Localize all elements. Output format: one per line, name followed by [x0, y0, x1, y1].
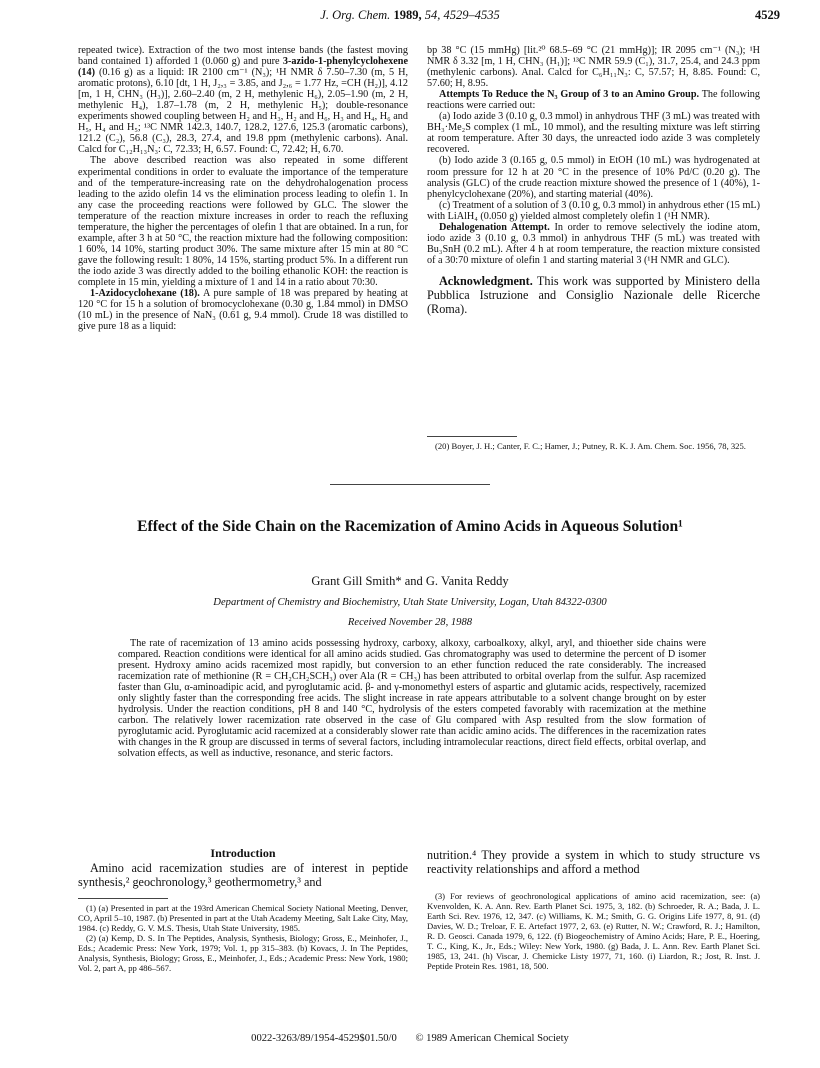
acknowledgment: Acknowledgment. This work was supported by Ministero della Pubblica Istruzione and Consiglio Nazionale delle Ricerche (Roma).	[427, 273, 760, 316]
footnotes-left	[78, 903, 408, 973]
right-paragraph-6: Dehalogenation Attempt. In order to remove selectively the iodine atom, iodo azide 3 (0.10 g, 0.3 mmol) in anhydrous THF (5 mL) was treated with Bu₃SnH (0.2 mL). After 4 h at room temperature, the reaction mixture consisted of a 30:70 mixture of olefin 1 and starting material 3 (¹H NMR and GLC).	[427, 221, 760, 266]
footnote-3: (3) For reviews of geochronological applications of amino acid racemization, see: (a) Kvenvolden, K. A. Ann. Rev. Earth Planet Sci. 1975, 3, 182. (b) Schroeder, R. A.; Bada, J. L. Earth Sci. Rev. 1976, 12, 347. (c) Williams, K. M.; Smith, G. G. Origins Life 1977, 8, 91. (d) Davies, W. D.; Treloar, F. E. Artefact 1977, 2, 63. (e) Rutter, N. W.; Crawford, R. J.; Hamilton, R. D. Geosci. Canada 1979, 6, 122. (f) Biogeochemistry of Amino Acids; Hare, P. E., Hoering, T. C., King, K., Jr., Eds.; Wiley: New York, 1980. (g) Bada, J. L. Ann. Rev. Earth Planet Sci. 1985, 13, 241. (h) Viscar, J. Chemicke Listy 1977, 71, 160. (i) Liardon, R.; Jost, R. Inst. J. Peptide Protein Res. 1981, 18, 500.	[427, 891, 760, 971]
copyright-notice: © 1989 American Chemical Society	[415, 1033, 569, 1044]
right-paragraph-3: (a) Iodo azide 3 (0.10 g, 0.3 mmol) in anhydrous THF (3 mL) was treated with BH₃·Me₂S complex (1 mL, 10 mmol), and the resulting mixture was left stirring at room temperature. After 30 days, the unreacted iodo azide 3 was completely recovered.	[427, 111, 760, 156]
footnote-1: (1) (a) Presented in part at the 193rd American Chemical Society National Meeting, Denver, CO, April 5–10, 1987. (b) Presented in part at the Utah Academy Meeting, Salt Lake City, May, 1984. (c) Reddy, G. V. M.S. Thesis, Utah State University, 1985.	[78, 903, 408, 933]
right-paragraph-1: bp 38 °C (15 mmHg) [lit.²⁰ 68.5–69 °C (21 mmHg)]; IR 2095 cm⁻¹ (N₃); ¹H NMR δ 3.32 [m, 1 H, CHN₃ (H₁)]; ¹³C NMR 59.9 (C₁), 31.7, 25.4, and 24.3 ppm (methylenic carbons). Anal. Calcd for C₆H₁₁N₃: C, 57.57; H, 8.85. Found: C, 57.60; H, 8.95.	[427, 45, 760, 90]
right-paragraph-5: (c) Treatment of a solution of 3 (0.10 g, 0.3 mmol) in anhydrous ether (15 mL) with LiAlH₄ (0.050 g) yielded almost completely olefin 1 (¹H NMR).	[427, 199, 760, 222]
acknowledgment-heading: Acknowledgment.	[439, 273, 533, 288]
article-divider	[330, 484, 490, 485]
article-affiliation: Department of Chemistry and Biochemistry, Utah State University, Logan, Utah 84322-0300	[213, 597, 607, 608]
section-heading-dehalogenation: Dehalogenation Attempt.	[439, 221, 550, 233]
abstract: The rate of racemization of 13 amino acids possessing hydroxy, carboxy, alkoxy, carboalkoxy, alkyl, aryl, and thioether side chains were compared. Reaction conditions were identical for all amino acids studied. Gas chromatography was used to determine the percent of D isomer present. Hydroxy amino acids racemized most rapidly, but conversion to an ether function reduced the rate considerably. The increased racemization rate of methionine (R = CH₂CH₂SCH₃) over Ala (R = CH₃) has been attributed to orbital overlap from the sulfur. Asp racemized faster than Glu, α-aminoadipic acid, and pyroglutamic acid. β- and γ-monomethyl esters of aspartic and glutamic acids, respectively, racemized only slightly faster than the corresponding free acids. The slight increase in rate appears attributable to a solvent change brought on by ester hydrolysis. Under the reaction conditions, pH 8 and 140 °C, hydrolysis of the esters competed favorably with racemization at the methine carbon. The relatively lower racemization rate observed in the case of Glu compared with Asp resulted from the slow formation of pyroglutamic acid. Pyroglutamic acid racemized at a considerably slower rate than acidic amino acids. The differences in the racemization rates with changes in the R group are discussed in terms of several factors, including intramolecular reactions, direct field effects, orbital overlap, and solvation effects, as well as inductive, resonance, and steric factors.	[118, 638, 706, 760]
introduction-text-right: nutrition.⁴ They provide a system in which to study structure vs reactivity relationships and afford a method	[427, 848, 760, 876]
left-paragraph-2: The above described reaction was also repeated in some different experimental conditions in order to evaluate the importance of the temperature and of the temperature-increasing rate on the dehydrohalogenation process leading to the azido olefin 14 vs the elimination process leading to olefin 1. In any case the proceeding reactions were followed by GLC. The slower the temperature of the reaction mixture increases in order to reach the refluxing temperature, the higher the percentages of olefin 1 that are obtained. In a run, for example, after 3 h at 50 °C, the reaction mixture had the following composition: 1 60%, 14 10%, starting product 30%. The same mixture after 15 min at 80 °C gave the following result: 1 80%, 14 15%, starting product 5%. In a different run the iodo azide 3 was directly added to the boiling ethanolic KOH: the reaction is complete in 15 min, yielding a mixture of 1 and 14 in a ratio about 70:30.	[78, 155, 408, 288]
right-column	[427, 45, 760, 316]
article-authors: Grant Gill Smith* and G. Vanita Reddy	[311, 574, 509, 588]
footnote-rule-left	[78, 898, 168, 899]
journal-name: J. Org. Chem.	[320, 8, 391, 22]
footnotes-right	[427, 891, 760, 971]
left-paragraph-1: repeated twice). Extraction of the two most intense bands (the fastest moving band contained 1) afforded 1 (0.060 g) and pure 3-azido-1-phenylcyclohexene (14) (0.16 g) as a liquid: IR 2100 cm⁻¹ (N₃); ¹H NMR δ 7.50–7.30 (m, 5 H, aromatic protons), 6.10 [dt, 1 H, J₂,₃ = 3.85, and J₂,₆ = 1.77 Hz, =CH (H₂)], 4.12 [m, 1 H, CHN₃ (H₃)], 2.60–2.40 (m, 2 H, methylenic H₆), 2.05–1.90 (m, 2 H, methylenic H₄), 1.87–1.78 (m, 2 H, methylenic H₅); double-resonance experiments showed coupling between H₂ and H₃, H₂ and H₆, H₃ and H₄, H₆ and H₅, H₄ and H₅; ¹³C NMR 142.3, 140.7, 128.2, 127.6, 125.3 (aromatic carbons), 121.2 (C₂), 56.8 (C₃), 28.3, 27.4, and 19.8 ppm (methylenic carbons). Anal. Calcd for C₁₂H₁₃N₃: C, 72.33; H, 6.57. Found: C, 72.42; H, 6.70.	[78, 45, 408, 156]
article-code: 0022-3263/89/1954-4529$01.50/0	[251, 1033, 397, 1044]
page-footer	[0, 1033, 820, 1044]
journal-citation	[0, 8, 820, 23]
compound-heading-18: 1-Azidocyclohexane (18).	[90, 288, 200, 300]
left-paragraph-3: 1-Azidocyclohexane (18). A pure sample of 18 was prepared by heating at 120 °C for 15 h a solution of bromocyclohexane (0.30 g, 1.84 mmol) in DMSO (10 mL) in the presence of NaN₃ (0.61 g, 9.4 mmol). Crude 18 was distilled to give pure 18 as a liquid:	[78, 288, 408, 333]
footnote-rule-right	[427, 436, 517, 437]
received-date: Received November 28, 1988	[347, 617, 473, 628]
compound-heading-14: 3-azido-1-phenylcyclohexene (14)	[78, 56, 408, 79]
footnote-2: (2) (a) Kemp, D. S. In The Peptides, Analysis, Synthesis, Biology; Gross, E., Meinhofer, J., Eds.; Academic Press: New York, 1979; Vol. 1, pp 315–383. (b) Kovacs, J. In The Peptides, Analysis, Synthesis, Biology; Gross, E., Meinhofer, J., Eds.; Academic Press: New York, 1980; Vol. 2, part A, pp 486–567.	[78, 933, 408, 973]
right-paragraph-2: Attempts To Reduce the N₃ Group of 3 to an Amino Group. The following reactions were carried out:	[427, 89, 760, 112]
footnote-20: (20) Boyer, J. H.; Canter, F. C.; Hamer, J.; Putney, R. K. J. Am. Chem. Soc. 1956, 78, 325.	[435, 441, 746, 451]
running-head	[0, 8, 820, 24]
introduction-text-left: Amino acid racemization studies are of interest in peptide synthesis,² geochronology,³ geothermometry,³ and	[78, 861, 408, 889]
section-heading-reduce: Attempts To Reduce the N₃ Group of 3 to an Amino Group.	[439, 89, 700, 101]
right-paragraph-4: (b) Iodo azide 3 (0.165 g, 0.5 mmol) in EtOH (10 mL) was hydrogenated at room pressure for 12 h at 20 °C in the presence of 10% Pd/C (0.20 g). The analysis (GLC) of the crude reaction mixture showed the presence of 1 (40%), 1-phenylcyclohexane (20%), and starting material (40%).	[427, 155, 760, 200]
section-heading-introduction: Introduction	[210, 846, 276, 860]
journal-volume-pages: 54, 4529–4535	[424, 8, 500, 22]
page-number: 4529	[755, 8, 780, 22]
journal-year: 1989,	[393, 8, 422, 22]
article-title: Effect of the Side Chain on the Racemization of Amino Acids in Aqueous Solution¹	[137, 518, 683, 535]
left-column	[78, 45, 408, 332]
